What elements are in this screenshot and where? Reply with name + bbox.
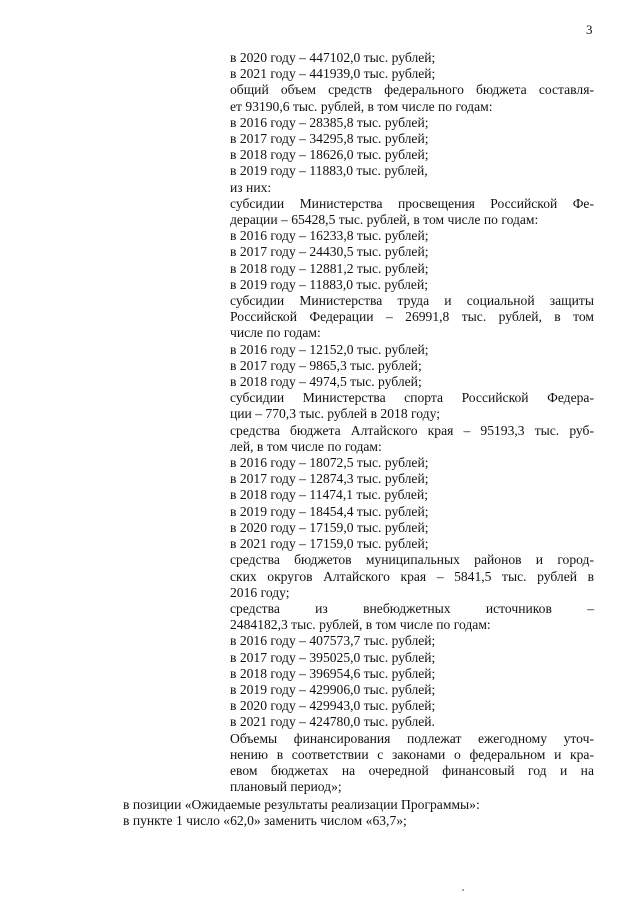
text-line: в 2018 году – 4974,5 тыс. рублей; <box>230 374 422 390</box>
text-line: в 2021 году – 17159,0 тыс. рублей; <box>230 536 429 552</box>
amendment-block <box>123 797 603 829</box>
text-line: ции – 770,3 тыс. рублей в 2018 году; <box>230 406 440 422</box>
text-line: в 2017 году – 395025,0 тыс. рублей; <box>230 649 436 665</box>
scan-speck <box>462 889 464 891</box>
text-line: средства из внебюджетных источников – <box>230 600 594 616</box>
text-line: ских округов Алтайского края – 5841,5 тыс. рублей в <box>230 568 594 584</box>
text-line: в 2016 году – 16233,8 тыс. рублей; <box>230 228 429 244</box>
text-line: в 2021 году – 441939,0 тыс. рублей; <box>230 66 436 82</box>
text-line: в 2017 году – 9865,3 тыс. рублей; <box>230 357 422 373</box>
text-line: в 2017 году – 12874,3 тыс. рублей; <box>230 471 429 487</box>
text-line: в 2021 году – 424780,0 тыс. рублей. <box>230 714 435 730</box>
text-line: числе по годам: <box>230 325 321 341</box>
text-line: субсидии Министерства спорта Российской Федера- <box>230 390 594 406</box>
text-line: из них: <box>230 179 272 195</box>
text-line: общий объем средств федерального бюджета составля- <box>230 82 594 98</box>
text-line: нению в соответствии с законами о федеральном и кра- <box>230 746 594 762</box>
text-line: в 2020 году – 447102,0 тыс. рублей; <box>230 50 436 65</box>
text-line: 2484182,3 тыс. рублей, в том числе по годам: <box>230 617 491 633</box>
text-line: в 2018 году – 396954,6 тыс. рублей; <box>230 665 436 681</box>
text-line: в 2017 году – 34295,8 тыс. рублей; <box>230 131 429 147</box>
text-line: в 2019 году – 429906,0 тыс. рублей; <box>230 681 436 697</box>
text-line: лей, в том числе по годам: <box>230 438 382 454</box>
text-line: Российской Федерации – 26991,8 тыс. рублей, в том <box>230 309 594 325</box>
financing-block <box>230 50 594 795</box>
text-line: в 2020 году – 17159,0 тыс. рублей; <box>230 519 429 535</box>
text-line: 2016 году; <box>230 584 290 600</box>
text-line: Объемы финансирования подлежат ежегодному уточ- <box>230 730 594 746</box>
text-line: в 2016 году – 28385,8 тыс. рублей; <box>230 114 429 130</box>
text-line: в 2018 году – 18626,0 тыс. рублей; <box>230 147 429 163</box>
text-line: в 2019 году – 18454,4 тыс. рублей; <box>230 503 429 519</box>
text-line: в 2018 году – 12881,2 тыс. рублей; <box>230 260 429 276</box>
page-number: 3 <box>586 22 593 37</box>
text-line: дерации – 65428,5 тыс. рублей, в том числе по годам: <box>230 212 539 228</box>
text-line: плановый период»; <box>230 779 342 795</box>
text-line: в 2018 году – 11474,1 тыс. рублей; <box>230 487 429 503</box>
text-line: в 2019 году – 11883,0 тыс. рублей; <box>230 276 429 292</box>
text-line: евом бюджетах на очередной финансовый год и на <box>230 762 594 778</box>
text-line: в 2020 году – 429943,0 тыс. рублей; <box>230 698 436 714</box>
text-line: субсидии Министерства просвещения Российской Фе- <box>230 195 594 211</box>
text-line: в 2016 году – 407573,7 тыс. рублей; <box>230 633 436 649</box>
text-line: ет 93190,6 тыс. рублей, в том числе по годам: <box>230 98 493 114</box>
text-line: в 2016 году – 12152,0 тыс. рублей; <box>230 341 429 357</box>
text-line: в 2016 году – 18072,5 тыс. рублей; <box>230 455 429 471</box>
text-line: в 2019 году – 11883,0 тыс. рублей, <box>230 163 428 179</box>
text-line: субсидии Министерства труда и социальной защиты <box>230 293 594 309</box>
amendment-line: в пункте 1 число «62,0» заменить числом «63,7»; <box>123 813 407 829</box>
amendment-line: в позиции «Ожидаемые результаты реализации Программы»: <box>123 797 480 812</box>
text-line: средства бюджета Алтайского края – 95193,3 тыс. руб- <box>230 422 594 438</box>
text-line: в 2017 году – 24430,5 тыс. рублей; <box>230 244 429 260</box>
text-line: средства бюджетов муниципальных районов и город- <box>230 552 594 568</box>
